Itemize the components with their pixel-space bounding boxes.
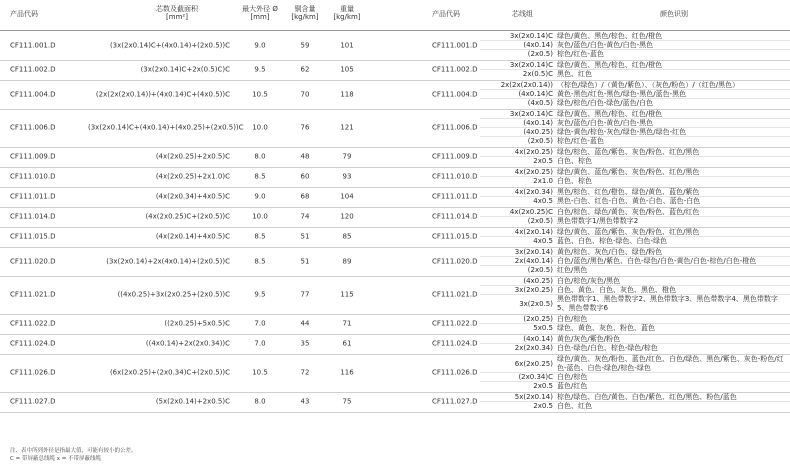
table-header xyxy=(0,0,790,31)
product-code: CF111.020.D xyxy=(10,257,56,265)
copper-content: 44 xyxy=(300,319,310,328)
color-code: 绿色/黄色、灰色/粉色、蓝色/红色、白色/绿色、黑色/紫色、灰色-粉色/红色-蓝色、白色-绿色/棕色-绿色 xyxy=(557,355,784,372)
copper-content: 51 xyxy=(300,232,310,241)
core-group-row xyxy=(480,81,790,90)
copper-content: 68 xyxy=(300,192,310,201)
color-code: 蓝色、白色、棕色-绿色、白色-绿色 xyxy=(557,237,668,245)
core-group-row xyxy=(480,257,790,266)
core-group: (2x0.34)C xyxy=(518,373,553,381)
product-code-repeat: CF111.022.D xyxy=(432,319,478,328)
product-code-repeat: CF111.026.D xyxy=(432,368,478,377)
color-code: 白色/棕色 xyxy=(557,373,588,381)
color-code: 白色、棕色 xyxy=(557,157,592,165)
color-code: 棕色/红色-蓝色 xyxy=(557,137,604,145)
product-code: CF111.002.D xyxy=(10,65,56,74)
color-code: 绿色/黄色、蓝色/紫色、灰色/粉色、红色/黑色 xyxy=(557,168,700,176)
table-row xyxy=(0,314,790,335)
product-code: CF111.026.D xyxy=(10,368,56,377)
core-group-row xyxy=(480,266,790,275)
table-row xyxy=(0,80,790,110)
core-group: (2x0.5) xyxy=(527,137,553,145)
color-code: 白色、红色 xyxy=(557,402,592,410)
weight: 85 xyxy=(342,232,352,241)
max-outer-diameter: 10.5 xyxy=(252,90,268,98)
max-outer-diameter: 10.5 xyxy=(252,368,268,377)
core-group-row xyxy=(480,402,790,411)
table-row xyxy=(0,247,790,277)
core-group-row xyxy=(480,324,790,333)
core-group-row xyxy=(480,137,790,146)
core-group: 5x(2x0.14) xyxy=(514,393,553,401)
product-code: CF111.027.D xyxy=(10,397,56,406)
core-group-row xyxy=(480,50,790,59)
core-group: (2x0.5) xyxy=(527,217,553,225)
color-code: 黄色/棕色、灰色/白色、绿色/粉色 xyxy=(557,248,663,256)
header-od-unit: [mm] xyxy=(250,13,270,21)
color-code: 绿色/棕色、蓝色/紫色、灰色/粉色、红色/黑色 xyxy=(557,148,700,156)
product-code: CF111.004.D xyxy=(10,90,56,98)
header-cores-unit: [mm²] xyxy=(166,13,188,21)
core-group-row xyxy=(480,70,790,79)
weight: 101 xyxy=(340,41,354,49)
weight: 105 xyxy=(340,65,354,74)
cores-cross-section: ((4x0.25)+3x(2x0.25+(2x0.5))C xyxy=(117,290,230,299)
product-code: CF111.009.D xyxy=(10,152,56,161)
cores-cross-section: (4x(2x0.25)C+(2x0.5))C xyxy=(145,212,230,221)
core-group: 2x(2x0.34) xyxy=(514,344,553,352)
weight: 116 xyxy=(340,368,354,377)
product-code-repeat: CF111.020.D xyxy=(432,257,478,265)
product-code: CF111.011.D xyxy=(10,192,56,201)
core-group-row xyxy=(480,157,790,166)
max-outer-diameter: 9.5 xyxy=(254,290,266,299)
color-code: （棕色/绿色）/（黄色/紫色）、（灰色/粉色）/（红色/黑色） xyxy=(557,81,740,89)
core-group: 4x(2x0.25) xyxy=(514,148,553,156)
core-group: 2x(0.5)C xyxy=(522,70,553,78)
core-group: 2x(2x(2x0.14)) xyxy=(500,81,553,89)
copper-content: 51 xyxy=(300,257,310,265)
core-group-row xyxy=(480,110,790,119)
header-cores-title: 芯数及截面积 xyxy=(156,5,198,13)
color-code: 绿色-黄色/棕色-灰色/绿色-黑色/绿色-红色 xyxy=(557,128,687,136)
max-outer-diameter: 8.5 xyxy=(254,172,266,181)
table-row xyxy=(0,109,790,148)
cores-cross-section: (2x(2x(2x0.14))+(4x0.14)C+(4x0.5))C xyxy=(95,90,230,98)
color-code: 白色、黄色、白色、灰色、黑色、橙色 xyxy=(557,286,676,294)
core-group-row xyxy=(480,355,790,373)
weight: 104 xyxy=(340,192,354,201)
core-group-row xyxy=(480,197,790,206)
core-group: (4x0.14) xyxy=(523,41,553,49)
product-code-repeat: CF111.021.D xyxy=(432,290,478,299)
color-code: 白色/蓝色/黑色/紫色、白色-绿色/白色-黄色/白色-棕色/白色-橙色 xyxy=(557,257,757,265)
weight: 120 xyxy=(340,212,354,221)
product-code: CF111.024.D xyxy=(10,339,56,348)
copper-content: 48 xyxy=(300,152,310,161)
max-outer-diameter: 7.0 xyxy=(254,319,266,328)
core-group-row xyxy=(480,228,790,237)
core-group: (4x0.5) xyxy=(527,99,553,107)
table-row xyxy=(0,334,790,355)
core-group-row xyxy=(480,41,790,50)
core-group-row xyxy=(480,217,790,226)
product-code: CF111.010.D xyxy=(10,172,56,181)
core-group-row xyxy=(480,295,790,313)
core-group: (4x0.14) xyxy=(523,119,553,127)
core-group-row xyxy=(480,177,790,186)
copper-content: 74 xyxy=(300,212,310,221)
copper-content: 70 xyxy=(300,90,310,98)
header-color: 颜色识别 xyxy=(660,10,688,18)
max-outer-diameter: 8.5 xyxy=(254,232,266,241)
product-code-repeat: CF111.014.D xyxy=(432,212,478,221)
header-weight xyxy=(328,5,366,21)
core-group-row xyxy=(480,148,790,157)
product-code-repeat: CF111.011.D xyxy=(432,192,478,201)
max-outer-diameter: 7.0 xyxy=(254,339,266,348)
core-group: 6x(2x0.25) xyxy=(514,359,553,368)
color-code: 棕色/红色-蓝色 xyxy=(557,50,604,58)
core-group: 3x(2x0.25) xyxy=(514,286,553,294)
core-group-row xyxy=(480,61,790,70)
copper-content: 62 xyxy=(300,65,310,74)
color-code: 灰色/蓝色/白色-黄色/白色-黑色 xyxy=(557,41,654,49)
core-group-row xyxy=(480,128,790,137)
color-code: 黑色/棕色、红色/橙色、绿色/黄色、蓝色/紫色 xyxy=(557,188,700,196)
product-code-repeat: CF111.002.D xyxy=(432,65,478,74)
core-group-row xyxy=(480,335,790,344)
color-code: 黑色-白色、红色-白色、黄色-白色、蓝色-白色 xyxy=(557,197,701,205)
max-outer-diameter: 8.0 xyxy=(254,152,266,161)
color-code: 绿色/黄色、蓝色/紫色、灰色/粉色、红色/黑色 xyxy=(557,228,700,236)
max-outer-diameter: 8.5 xyxy=(254,257,266,265)
header-code: 产品代码 xyxy=(10,10,38,18)
table-row xyxy=(0,227,790,248)
core-group-row xyxy=(480,286,790,295)
color-code: 绿色/黄色、黑色/棕色、红色/橙色 xyxy=(557,110,663,118)
table-row xyxy=(0,392,790,413)
core-group: (2x0.5) xyxy=(527,266,553,274)
weight: 61 xyxy=(342,339,352,348)
weight: 89 xyxy=(342,257,352,265)
color-code: 黑色、红色 xyxy=(557,70,592,78)
header-group: 芯线组 xyxy=(512,10,533,18)
weight: 79 xyxy=(342,152,352,161)
table-row xyxy=(0,167,790,188)
color-code: 黄色-黑色/红色-黑色/绿色-黑色/蓝色-黑色 xyxy=(557,90,687,98)
core-group-row xyxy=(480,382,790,391)
table-row xyxy=(0,276,790,315)
product-code-repeat: CF111.024.D xyxy=(432,339,478,348)
core-group-row xyxy=(480,373,790,382)
core-group: 3x(2x0.14)C xyxy=(509,32,553,40)
core-group: (4x0.25) xyxy=(523,277,553,285)
copper-content: 77 xyxy=(300,290,310,299)
core-group-row xyxy=(480,237,790,246)
product-code-repeat: CF111.006.D xyxy=(432,123,478,132)
weight: 118 xyxy=(340,90,354,98)
weight: 75 xyxy=(342,397,352,406)
core-group: 4x(2x0.14) xyxy=(514,228,553,236)
core-group-row xyxy=(480,168,790,177)
max-outer-diameter: 10.0 xyxy=(252,123,268,132)
core-group: (4x0.14)C xyxy=(518,90,553,98)
core-group: (4x0.14) xyxy=(523,335,553,343)
table-row xyxy=(0,187,790,208)
core-group-row xyxy=(480,248,790,257)
weight: 71 xyxy=(342,319,352,328)
core-group: (4x0.25) xyxy=(523,128,553,136)
color-code: 绿色/黄色、黑色/棕色、红色/橙色 xyxy=(557,61,663,69)
copper-content: 60 xyxy=(300,172,310,181)
cores-cross-section: (6x(2x0.25)+(2x0.34)C+(2x0.5))C xyxy=(109,368,230,377)
footnote-1: 注、表中所列外径是指最大值，可能有较小的公差。 xyxy=(10,448,137,454)
core-group-row xyxy=(480,90,790,99)
color-code: 棕色/绿色、白色/黄色、白色/紫色、红色/黑色、粉色/蓝色 xyxy=(557,393,737,401)
copper-content: 59 xyxy=(300,41,310,49)
color-code: 白色、棕色 xyxy=(557,177,592,185)
table-row xyxy=(0,60,790,81)
core-group: 4x(2x0.34) xyxy=(514,188,553,196)
core-group: 3x(2x0.14)C xyxy=(509,110,553,118)
cores-cross-section: (4x(2x0.14)+4x0.5)C xyxy=(155,232,230,241)
core-group: 2x0.5 xyxy=(533,157,553,165)
header-od xyxy=(236,5,284,21)
product-code: CF111.022.D xyxy=(10,319,56,328)
core-group: 4x0.5 xyxy=(533,237,553,245)
core-group: 3x(2x0.14) xyxy=(514,248,553,256)
header-weight-title: 重量 xyxy=(340,5,354,13)
core-group: 4x(2x0.25) xyxy=(514,168,553,176)
table-row xyxy=(0,207,790,228)
color-code: 白色/棕色 xyxy=(557,315,588,323)
header-weight-unit: [kg/km] xyxy=(333,13,361,21)
core-group-row xyxy=(480,119,790,128)
max-outer-diameter: 9.5 xyxy=(254,65,266,74)
product-code: CF111.015.D xyxy=(10,232,56,241)
core-group: 2x0.5 xyxy=(533,382,553,390)
color-code: 白色-绿色/白色、棕色-绿色/棕色 xyxy=(557,344,658,352)
core-group-row xyxy=(480,208,790,217)
cores-cross-section: (5x(2x0.14)+2x0.5)C xyxy=(155,397,230,406)
color-code: 白色/棕色/灰色/黑色 xyxy=(557,277,621,285)
header-copper-unit: [kg/km] xyxy=(291,13,319,21)
core-group: 5x0.5 xyxy=(533,324,553,332)
color-code: 黄色/灰色/紫色/粉色 xyxy=(557,335,621,343)
color-code: 绿色/棕色/白色-绿色/蓝色/白色 xyxy=(557,99,653,107)
cores-cross-section: ((2x0.25)+5x0.5)C xyxy=(164,319,230,328)
product-code: CF111.021.D xyxy=(10,290,56,299)
core-group: 2x1.0 xyxy=(533,177,553,185)
cores-cross-section: (3x(2x0.14)C+(4x0.14)+(2x0.5))C xyxy=(109,41,230,49)
core-group: 2x(4x0.14) xyxy=(514,257,553,265)
header-od-title: 最大外径 Ø xyxy=(242,5,278,13)
core-group-row xyxy=(480,344,790,353)
copper-content: 72 xyxy=(300,368,310,377)
header-copper xyxy=(286,5,324,21)
cores-cross-section: (4x(2x0.34)+4x0.5)C xyxy=(155,192,230,201)
copper-content: 76 xyxy=(300,123,310,132)
product-code-repeat: CF111.015.D xyxy=(432,232,478,241)
header-copper-title: 铜含量 xyxy=(294,5,316,13)
core-group: 4x(2x0.25)C xyxy=(509,208,553,216)
cores-cross-section: (3x(2x0.14)C+(4x0.14)+(4x0.25)+(2x0.5))C xyxy=(88,123,244,132)
product-code-repeat: CF111.009.D xyxy=(432,152,478,161)
product-code-repeat: CF111.001.D xyxy=(432,41,478,49)
table-row xyxy=(0,31,790,61)
color-code: 绿色、黄色、灰色、粉色、蓝色 xyxy=(557,324,655,332)
weight: 93 xyxy=(342,172,352,181)
cores-cross-section: (4x(2x0.25)+2x1.0)C xyxy=(155,172,230,181)
table-row xyxy=(0,354,790,393)
color-code: 蓝色/红色 xyxy=(557,382,588,390)
color-code: 黑色带数字1/黑色带数字2 xyxy=(557,217,639,225)
max-outer-diameter: 9.0 xyxy=(254,41,266,49)
header-cores xyxy=(140,5,214,21)
color-code: 灰色/蓝色/白色-黄色/白色-黑色 xyxy=(557,119,654,127)
core-group-row xyxy=(480,315,790,324)
product-code: CF111.001.D xyxy=(10,41,56,49)
product-code: CF111.014.D xyxy=(10,212,56,221)
color-code: 白色/棕色、绿色/黄色、灰色/粉色、蓝色/红色 xyxy=(557,208,700,216)
core-group: (2x0.25) xyxy=(523,315,553,323)
core-group-row xyxy=(480,32,790,41)
max-outer-diameter: 9.0 xyxy=(254,192,266,201)
core-group-row xyxy=(480,393,790,402)
core-group: 3x(2x0.5) xyxy=(519,299,553,308)
color-code: 黑色带数字1、黑色带数字2、黑色带数字3、黑色带数字4、黑色带数字5、黑色带数字6 xyxy=(557,295,778,312)
core-group: 2x0.5 xyxy=(533,402,553,410)
color-code: 红色/黑色 xyxy=(557,266,588,274)
product-code-repeat: CF111.010.D xyxy=(432,172,478,181)
header-code-2: 产品代码 xyxy=(432,10,460,18)
table-row xyxy=(0,147,790,168)
copper-content: 43 xyxy=(300,397,310,406)
max-outer-diameter: 10.0 xyxy=(252,212,268,221)
max-outer-diameter: 8.0 xyxy=(254,397,266,406)
cores-cross-section: ((4x0.14)+2x(2x0.34))C xyxy=(145,339,230,348)
product-code-repeat: CF111.004.D xyxy=(432,90,478,98)
core-group-row xyxy=(480,99,790,108)
weight: 121 xyxy=(340,123,354,132)
product-code-repeat: CF111.027.D xyxy=(432,397,478,406)
core-group: 3x(2x0.14)C xyxy=(509,61,553,69)
copper-content: 35 xyxy=(300,339,310,348)
core-group-row xyxy=(480,277,790,286)
core-group: (2x0.5) xyxy=(527,50,553,58)
cores-cross-section: (3x(2x0.14)C+2x(0.5)C)C xyxy=(140,65,230,74)
weight: 115 xyxy=(340,290,354,299)
product-code: CF111.006.D xyxy=(10,123,56,132)
color-code: 绿色/黄色、黑色/棕色、红色/橙色 xyxy=(557,32,663,40)
cores-cross-section: (4x(2x0.25)+2x0.5)C xyxy=(155,152,230,161)
footnote-2: C = 带屏蔽总线缆 x = 不带屏蔽线缆 xyxy=(10,456,102,462)
core-group-row xyxy=(480,188,790,197)
cores-cross-section: (3x(2x0.14)+2x(4x0.14)+(2x0.5))C xyxy=(106,257,230,265)
core-group: 4x0.5 xyxy=(533,197,553,205)
